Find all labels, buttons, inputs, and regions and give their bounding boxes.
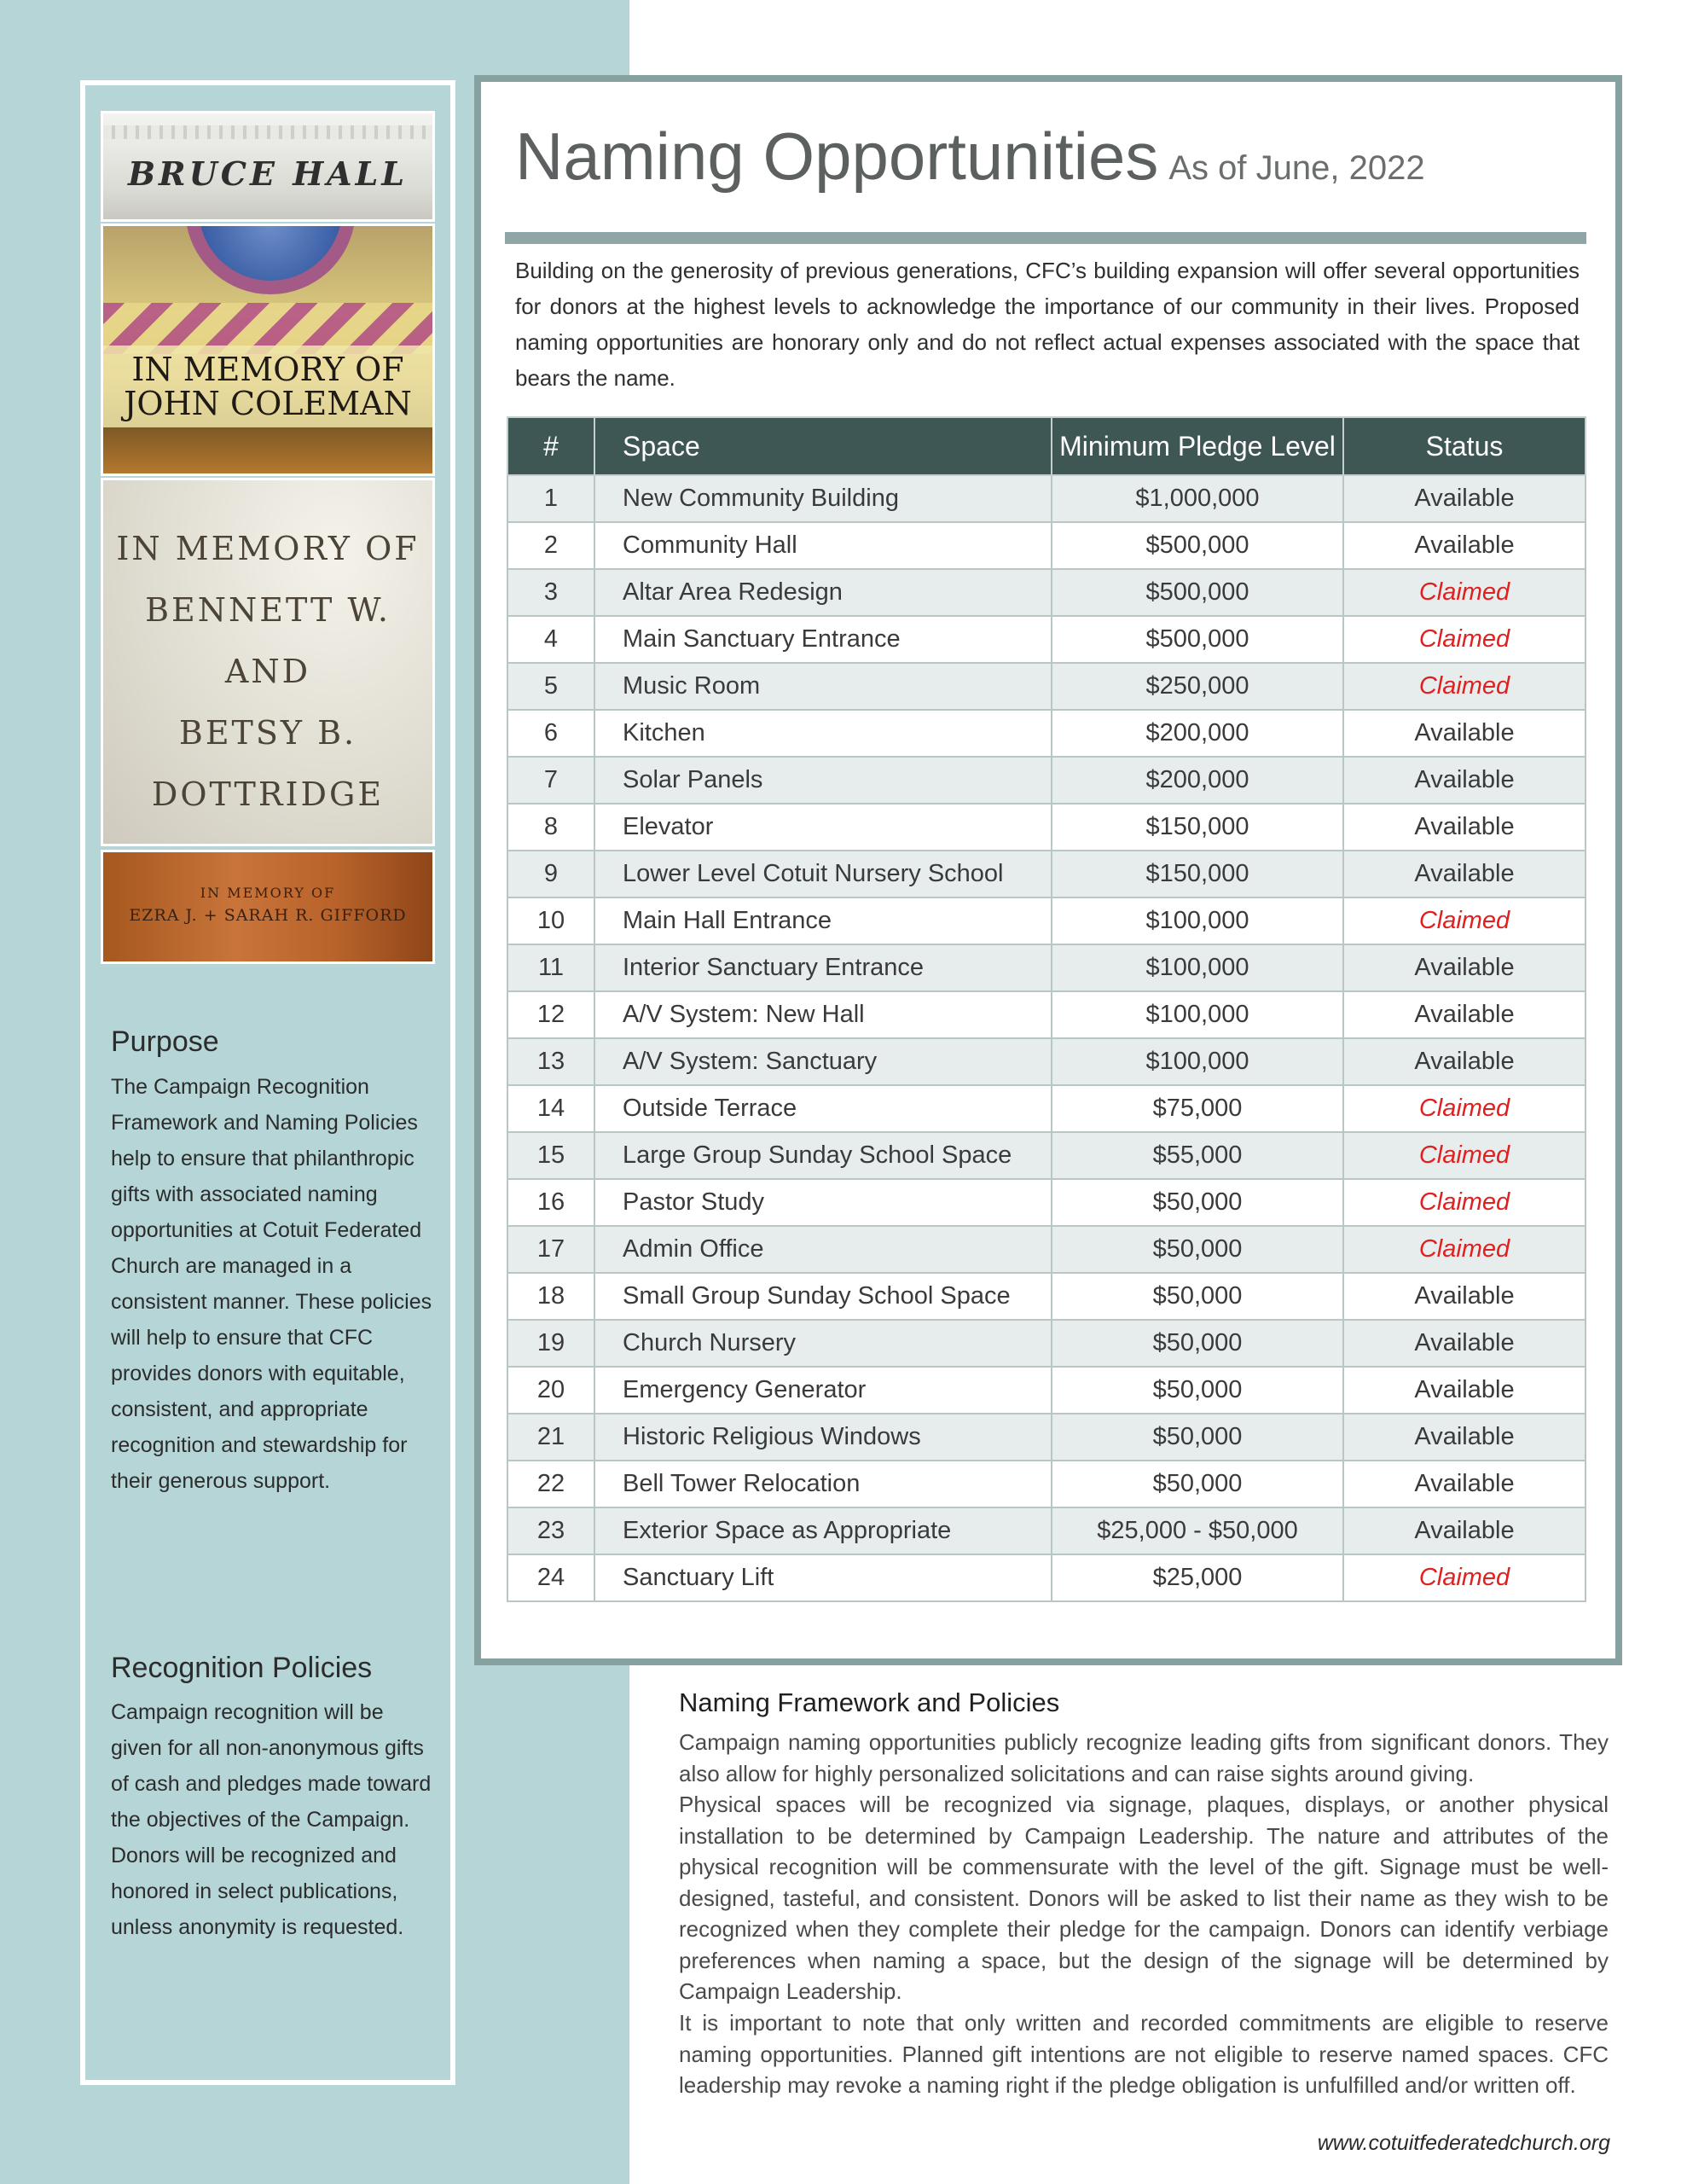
row-pledge: $500,000: [1052, 522, 1343, 569]
row-space: Altar Area Redesign: [594, 569, 1052, 616]
row-status: Available: [1343, 1273, 1586, 1320]
row-space: Large Group Sunday School Space: [594, 1132, 1052, 1179]
website-link[interactable]: www.cotuitfederatedchurch.org: [1317, 2131, 1610, 2155]
row-pledge: $50,000: [1052, 1461, 1343, 1507]
row-space: Small Group Sunday School Space: [594, 1273, 1052, 1320]
row-status: Available: [1343, 1461, 1586, 1507]
row-pledge: $25,000 - $50,000: [1052, 1507, 1343, 1554]
row-status: Claimed: [1343, 1132, 1586, 1179]
row-status: Claimed: [1343, 1554, 1586, 1601]
row-pledge: $50,000: [1052, 1367, 1343, 1414]
row-status: Available: [1343, 1320, 1586, 1367]
row-number: 1: [507, 475, 594, 522]
row-number: 22: [507, 1461, 594, 1507]
table-row: [507, 1367, 1586, 1414]
row-status: Available: [1343, 1038, 1586, 1085]
row-space: A/V System: Sanctuary: [594, 1038, 1052, 1085]
row-pledge: $500,000: [1052, 569, 1343, 616]
row-number: 2: [507, 522, 594, 569]
wood-plaque-text: [103, 885, 432, 925]
framework-heading: Naming Framework and Policies: [679, 1687, 1060, 1717]
header-pledge: Minimum Pledge Level: [1052, 417, 1343, 475]
framework-paragraph-2: Physical spaces will be recognized via signage, plaques, displays, or another physical installation to be determined by Campaign Leadership. The nature and attributes of the physical recognition will be commensurate with the level of the gift. Signage must be well-designed, tasteful, and consistent. Donors will be asked to list their name as they wish to be recognized when they complete their pledge for the campaign. Donors can identify verbiage preferences when naming a space, but the design of the signage will be determined by Campaign Leadership.: [679, 1792, 1609, 2004]
row-number: 17: [507, 1226, 594, 1273]
table-row: [507, 522, 1586, 569]
engraved-line: BENNETT W.: [145, 591, 391, 629]
row-pledge: $150,000: [1052, 851, 1343, 897]
engraved-line: AND: [224, 653, 311, 690]
row-space: Solar Panels: [594, 757, 1052, 804]
table-row: [507, 1461, 1586, 1507]
row-number: 23: [507, 1507, 594, 1554]
table-row: [507, 710, 1586, 757]
row-status: Claimed: [1343, 897, 1586, 944]
row-status: Available: [1343, 991, 1586, 1038]
row-status: Claimed: [1343, 663, 1586, 710]
row-space: Elevator: [594, 804, 1052, 851]
row-status: Claimed: [1343, 1085, 1586, 1132]
window-memorial-text: [103, 346, 432, 427]
row-number: 13: [507, 1038, 594, 1085]
row-number: 14: [507, 1085, 594, 1132]
photo-engraved-memorial: [101, 478, 435, 846]
row-space: Church Nursery: [594, 1320, 1052, 1367]
intro-paragraph: Building on the generosity of previous generations, CFC’s building expansion will offer several opportunities for donors at the highest levels to acknowledge the importance of our community in their lives. Proposed naming opportunities are honorary only and do not reflect actual expenses associated with the space that bears the name.: [515, 258, 1580, 391]
table-row: [507, 944, 1586, 991]
row-number: 8: [507, 804, 594, 851]
table-row: [507, 1179, 1586, 1226]
table-row: [507, 1273, 1586, 1320]
row-status: Available: [1343, 710, 1586, 757]
row-space: Historic Religious Windows: [594, 1414, 1052, 1461]
engraved-text: [103, 518, 432, 825]
row-status: Available: [1343, 1414, 1586, 1461]
table-row: [507, 991, 1586, 1038]
row-number: 15: [507, 1132, 594, 1179]
row-number: 24: [507, 1554, 594, 1601]
row-status: Available: [1343, 851, 1586, 897]
row-pledge: $200,000: [1052, 757, 1343, 804]
purpose-text: The Campaign Recognition Framework and Naming Policies help to ensure that philanthropic gifts with associated naming opportunities at Cotuit Federated Church are managed in a consistent manner. These policies will help to ensure that CFC provides donors with equitable, consistent, and appropriate recognition and stewardship for their generous support.: [111, 1075, 432, 1493]
row-number: 7: [507, 757, 594, 804]
row-status: Claimed: [1343, 569, 1586, 616]
row-number: 4: [507, 616, 594, 663]
window-line-1: IN MEMORY OF: [131, 351, 404, 388]
row-pledge: $100,000: [1052, 991, 1343, 1038]
framework-paragraph-3: It is important to note that only written and recorded commitments are eligible to reserve naming opportunities. Planned gift intentions are not eligible to reserve named spaces. CFC leadership may revoke a naming right if the pledge obligation is unfulfilled and/or written off.: [679, 2010, 1609, 2098]
table-body: [507, 475, 1586, 1601]
table-row: [507, 1320, 1586, 1367]
table-row: [507, 1226, 1586, 1273]
row-status: Available: [1343, 475, 1586, 522]
row-pledge: $50,000: [1052, 1320, 1343, 1367]
row-space: Pastor Study: [594, 1179, 1052, 1226]
row-pledge: $75,000: [1052, 1085, 1343, 1132]
recognition-text: Campaign recognition will be given for all non-anonymous gifts of cash and pledges made toward the objectives of the Campaign. Donors will be recognized and honored in select publications, unless anonymity is requested.: [111, 1700, 432, 1939]
photo-stained-glass-window: [101, 224, 435, 476]
row-number: 21: [507, 1414, 594, 1461]
row-pledge: $100,000: [1052, 944, 1343, 991]
row-number: 5: [507, 663, 594, 710]
row-status: Available: [1343, 522, 1586, 569]
row-pledge: $250,000: [1052, 663, 1343, 710]
row-pledge: $50,000: [1052, 1179, 1343, 1226]
row-status: Available: [1343, 1507, 1586, 1554]
recognition-heading: Recognition Policies: [111, 1652, 373, 1684]
row-status: Available: [1343, 804, 1586, 851]
table-row: [507, 757, 1586, 804]
purpose-heading: Purpose: [111, 1025, 219, 1058]
row-space: A/V System: New Hall: [594, 991, 1052, 1038]
row-pledge: $200,000: [1052, 710, 1343, 757]
table-row: [507, 616, 1586, 663]
title-divider: [505, 232, 1586, 244]
row-pledge: $500,000: [1052, 616, 1343, 663]
row-pledge: $50,000: [1052, 1414, 1343, 1461]
photo-bruce-hall-plaque: [101, 111, 435, 222]
row-pledge: $50,000: [1052, 1273, 1343, 1320]
row-space: Main Sanctuary Entrance: [594, 616, 1052, 663]
wood-line-1: IN MEMORY OF: [200, 885, 336, 901]
engraved-line: DOTTRIDGE: [151, 775, 385, 813]
row-status: Available: [1343, 757, 1586, 804]
row-space: Sanctuary Lift: [594, 1554, 1052, 1601]
row-number: 10: [507, 897, 594, 944]
row-pledge: $100,000: [1052, 1038, 1343, 1085]
row-space: Admin Office: [594, 1226, 1052, 1273]
table-row: [507, 1038, 1586, 1085]
naming-opportunities-table: [507, 416, 1586, 1602]
header-space: Space: [594, 417, 1052, 475]
row-status: Claimed: [1343, 1226, 1586, 1273]
table-row: [507, 475, 1586, 522]
plaque-molding: [103, 125, 432, 139]
table-row: [507, 1132, 1586, 1179]
table-row: [507, 569, 1586, 616]
row-status: Claimed: [1343, 1179, 1586, 1226]
row-number: 11: [507, 944, 594, 991]
row-number: 3: [507, 569, 594, 616]
page-subtitle: As of June, 2022: [1168, 149, 1425, 187]
row-space: New Community Building: [594, 475, 1052, 522]
table-row: [507, 1507, 1586, 1554]
engraved-line: BETSY B.: [178, 714, 357, 752]
plaque-text: BRUCE HALL: [127, 154, 409, 193]
row-space: Exterior Space as Appropriate: [594, 1507, 1052, 1554]
row-number: 16: [507, 1179, 594, 1226]
table-row: [507, 851, 1586, 897]
title-text: Naming Opportunities: [515, 119, 1159, 194]
row-space: Lower Level Cotuit Nursery School: [594, 851, 1052, 897]
row-number: 18: [507, 1273, 594, 1320]
row-status: Claimed: [1343, 616, 1586, 663]
table-row: [507, 804, 1586, 851]
header-status: Status: [1343, 417, 1586, 475]
table-header-row: [507, 417, 1586, 475]
window-line-2: JOHN COLEMAN: [124, 385, 412, 422]
row-status: Available: [1343, 1367, 1586, 1414]
engraved-line: IN MEMORY OF: [116, 530, 420, 567]
row-number: 9: [507, 851, 594, 897]
page-title: [515, 118, 1425, 195]
row-space: Kitchen: [594, 710, 1052, 757]
row-space: Interior Sanctuary Entrance: [594, 944, 1052, 991]
table-row: [507, 897, 1586, 944]
header-num: #: [507, 417, 594, 475]
row-pledge: $150,000: [1052, 804, 1343, 851]
photo-wood-plaque: [101, 850, 435, 964]
row-pledge: $25,000: [1052, 1554, 1343, 1601]
window-arch: [185, 224, 356, 294]
wood-line-2: EZRA J. + SARAH R. GIFFORD: [129, 906, 407, 925]
row-space: Emergency Generator: [594, 1367, 1052, 1414]
table-row: [507, 1554, 1586, 1601]
framework-paragraph-1: Campaign naming opportunities publicly recognize leading gifts from significant donors. They also allow for highly personalized solicitations and can raise sights around giving.: [679, 1729, 1609, 1786]
row-space: Music Room: [594, 663, 1052, 710]
table-row: [507, 663, 1586, 710]
row-number: 20: [507, 1367, 594, 1414]
row-pledge: $55,000: [1052, 1132, 1343, 1179]
row-pledge: $50,000: [1052, 1226, 1343, 1273]
row-status: Available: [1343, 944, 1586, 991]
row-number: 12: [507, 991, 594, 1038]
row-pledge: $100,000: [1052, 897, 1343, 944]
row-space: Main Hall Entrance: [594, 897, 1052, 944]
table-row: [507, 1414, 1586, 1461]
row-space: Community Hall: [594, 522, 1052, 569]
row-space: Outside Terrace: [594, 1085, 1052, 1132]
row-pledge: $1,000,000: [1052, 475, 1343, 522]
row-number: 19: [507, 1320, 594, 1367]
row-number: 6: [507, 710, 594, 757]
table-row: [507, 1085, 1586, 1132]
row-space: Bell Tower Relocation: [594, 1461, 1052, 1507]
